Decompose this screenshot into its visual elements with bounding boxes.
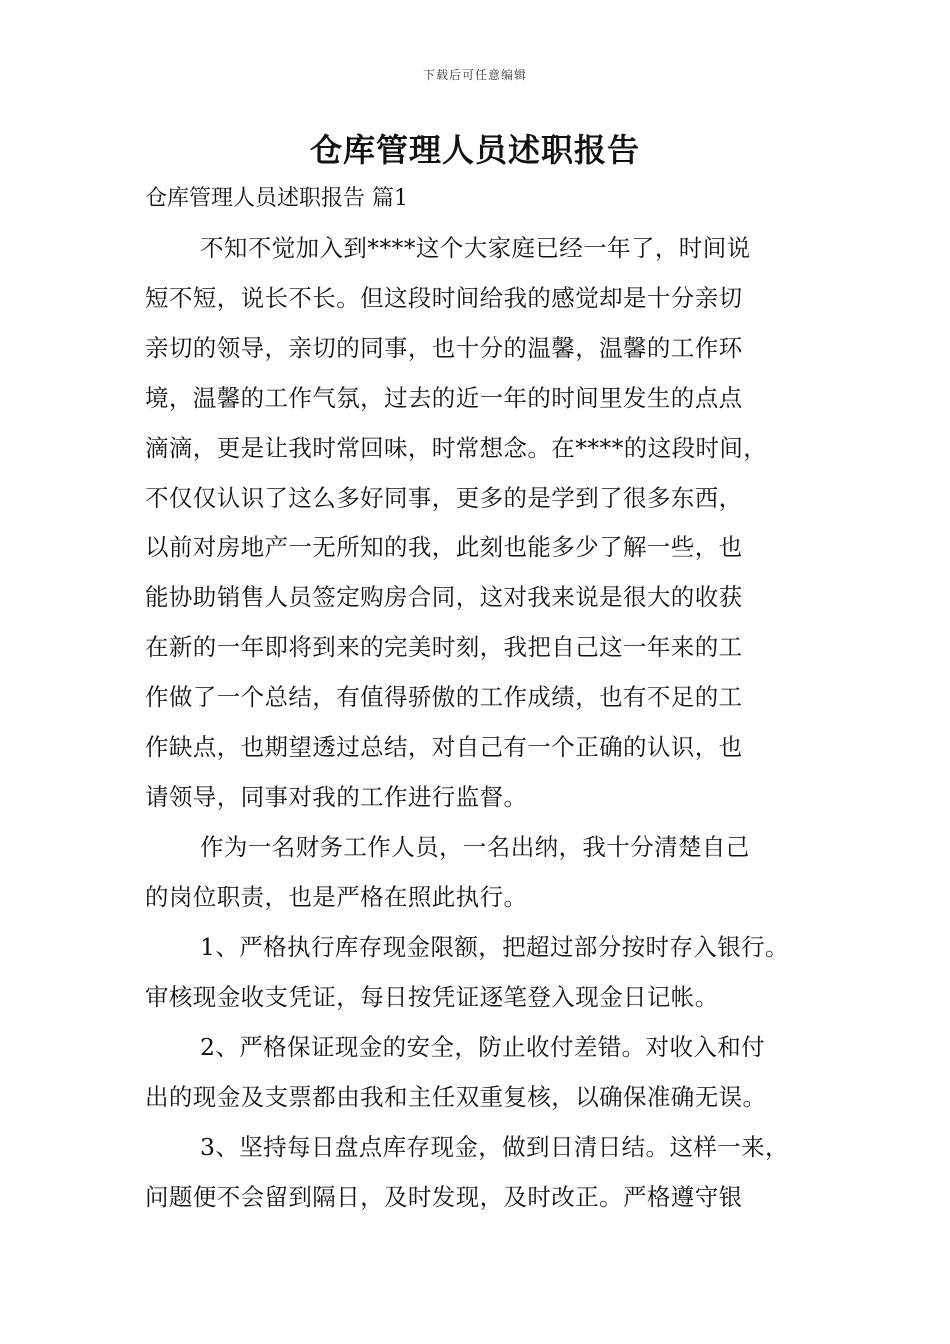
text-line: 以前对房地产一无所知的我，此刻也能多少了解一些，也	[145, 533, 743, 561]
text-line: 问题便不会留到隔日，及时发现，及时改正。严格遵守银	[145, 1183, 743, 1211]
section-subtitle: 仓库管理人员述职报告 篇1	[145, 186, 408, 211]
text-line: 出的现金及支票都由我和主任双重复核，以确保准确无误。	[145, 1083, 767, 1111]
text-line: 能协助销售人员签定购房合同，这对我来说是很大的收获	[145, 583, 743, 611]
text-line: 短不短，说长不长。但这段时间给我的感觉却是十分亲切	[145, 284, 743, 312]
text-line: 作缺点，也期望透过总结，对自己有一个正确的认识，也	[145, 733, 743, 761]
text-line: 作为一名财务工作人员，一名出纳，我十分清楚自己	[200, 833, 750, 861]
header-note: 下载后可任意编辑	[422, 68, 527, 82]
text-line: 请领导，同事对我的工作进行监督。	[145, 783, 528, 811]
text-line: 3、坚持每日盘点库存现金，做到日清日结。这样一来，	[200, 1133, 789, 1161]
document-title: 仓库管理人员述职报告	[309, 131, 640, 169]
text-line: 亲切的领导，亲切的同事，也十分的温馨，温馨的工作环	[145, 334, 743, 362]
text-line: 不知不觉加入到****这个大家庭已经一年了，时间说	[200, 234, 751, 262]
text-line: 不仅仅认识了这么多好同事，更多的是学到了很多东西，	[145, 484, 743, 512]
text-line: 2、严格保证现金的安全，防止收付差错。对收入和付	[200, 1033, 766, 1061]
text-line: 在新的一年即将到来的完美时刻，我把自己这一年来的工	[145, 633, 743, 661]
text-line: 审核现金收支凭证，每日按凭证逐笔登入现金日记帐。	[145, 983, 719, 1011]
text-line: 1、严格执行库存现金限额，把超过部分按时存入银行。	[200, 933, 789, 961]
text-line: 滴滴，更是让我时常回味，时常想念。在****的这段时间，	[145, 434, 768, 462]
text-line: 作做了一个总结，有值得骄傲的工作成绩，也有不足的工	[145, 683, 743, 711]
text-line: 境，温馨的工作气氛，过去的近一年的时间里发生的点点	[145, 384, 743, 412]
text-line: 的岗位职责，也是严格在照此执行。	[145, 883, 528, 911]
